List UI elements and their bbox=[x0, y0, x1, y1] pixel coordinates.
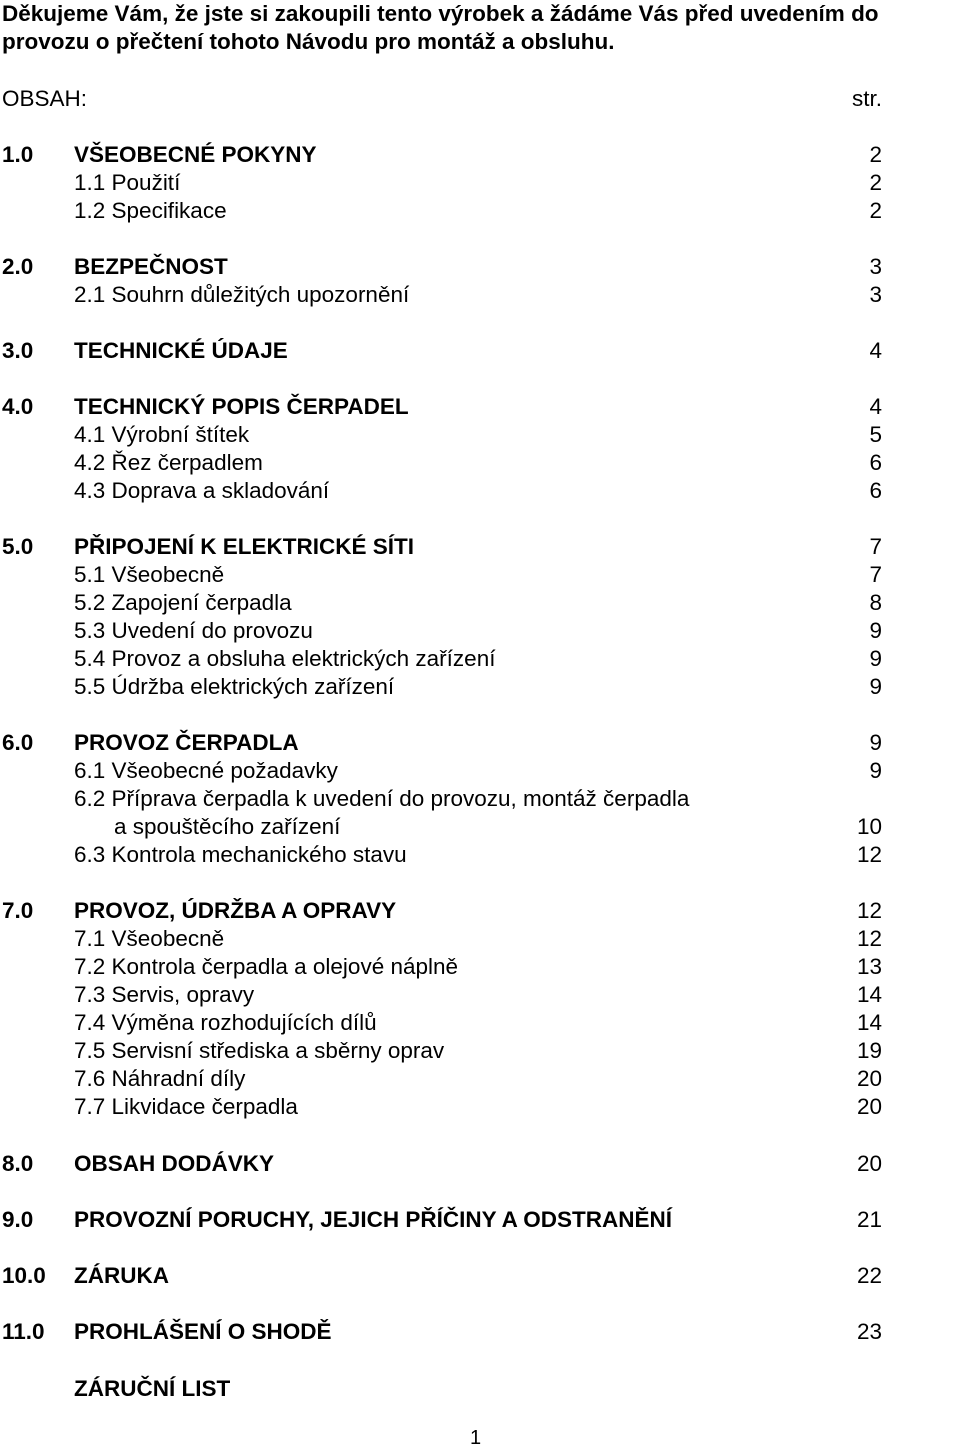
toc-page-number: 14 bbox=[856, 982, 882, 1007]
toc-section-row bbox=[0, 533, 882, 561]
toc-label: OBSAH: bbox=[2, 86, 88, 111]
toc-section-row bbox=[0, 1318, 882, 1346]
toc-entry-title: PROVOZNÍ PORUCHY, JEJICH PŘÍČINY A ODSTRANĚNÍ bbox=[74, 1207, 673, 1232]
toc-page-number: 9 bbox=[869, 618, 882, 643]
toc-entry-title: 4.3 Doprava a skladování bbox=[74, 478, 330, 503]
toc-section-row bbox=[0, 729, 882, 757]
toc-section-row bbox=[0, 337, 882, 365]
toc-page-number: 2 bbox=[869, 142, 882, 167]
toc-entry-title: a spouštěcího zařízení bbox=[114, 814, 341, 839]
toc-entry-title: 7.3 Servis, opravy bbox=[74, 982, 255, 1007]
toc-section-number: 2.0 bbox=[2, 254, 34, 279]
toc-section-number: 6.0 bbox=[2, 730, 34, 755]
toc-section-row bbox=[0, 141, 882, 169]
toc-page-number: 3 bbox=[869, 282, 882, 307]
toc-page-number: 9 bbox=[869, 646, 882, 671]
toc-section-number: 4.0 bbox=[2, 394, 34, 419]
toc-page-number: 20 bbox=[856, 1066, 882, 1091]
toc-subsection-row bbox=[0, 1009, 882, 1037]
toc-page-number: 7 bbox=[869, 562, 882, 587]
toc-entry-title: 7.6 Náhradní díly bbox=[74, 1066, 246, 1091]
toc-entry-title: 5.3 Uvedení do provozu bbox=[74, 618, 313, 643]
toc-entry-title: 6.3 Kontrola mechanického stavu bbox=[74, 842, 407, 867]
toc-subsection-row bbox=[0, 421, 882, 449]
intro-paragraph: Děkujeme Vám, že jste si zakoupili tento výrobek a žádáme Vás před uvedením do provozu o přečtení tohoto Návodu pro montáž a obsluhu. bbox=[2, 1, 879, 54]
toc-entry-title: 1.2 Specifikace bbox=[74, 198, 227, 223]
toc-subsection-row bbox=[0, 561, 882, 589]
toc-entry-title: OBSAH DODÁVKY bbox=[74, 1151, 275, 1176]
toc-subsection-row bbox=[0, 841, 882, 869]
toc-entry-title: 4.1 Výrobní štítek bbox=[74, 422, 250, 447]
toc-entry-title: 4.2 Řez čerpadlem bbox=[74, 450, 263, 475]
toc-entry-title: 5.4 Provoz a obsluha elektrických zařízení bbox=[74, 646, 496, 671]
toc-page-number: 3 bbox=[869, 254, 882, 279]
toc-entry-title: TECHNICKÉ ÚDAJE bbox=[74, 338, 288, 363]
toc-section-row bbox=[0, 1150, 882, 1178]
toc-page-number: 10 bbox=[856, 814, 882, 839]
toc-section-number: 5.0 bbox=[2, 534, 34, 559]
toc-entry-title: PROVOZ ČERPADLA bbox=[74, 730, 299, 755]
toc-subsection-row bbox=[0, 785, 882, 813]
toc-subsection-row bbox=[0, 1065, 882, 1093]
toc-page-number: 8 bbox=[869, 590, 882, 615]
toc-entry-title: 5.1 Všeobecně bbox=[74, 562, 225, 587]
toc-page-number: 12 bbox=[856, 898, 882, 923]
toc-entry-title: TECHNICKÝ POPIS ČERPADEL bbox=[74, 394, 409, 419]
toc-subsection-row bbox=[0, 1037, 882, 1065]
toc-page-number: 9 bbox=[869, 758, 882, 783]
toc-page-number: 22 bbox=[856, 1263, 882, 1288]
toc-entry-title: BEZPEČNOST bbox=[74, 254, 228, 279]
toc-header bbox=[2, 85, 882, 113]
toc-page-number: 9 bbox=[869, 674, 882, 699]
toc-section-row bbox=[0, 1206, 882, 1234]
toc-entry-title: 7.4 Výměna rozhodujících dílů bbox=[74, 1010, 377, 1035]
toc-page-number: 7 bbox=[869, 534, 882, 559]
toc-entry-title: 2.1 Souhrn důležitých upozornění bbox=[74, 282, 410, 307]
toc-page-number: 6 bbox=[869, 478, 882, 503]
toc-page-number: 23 bbox=[856, 1319, 882, 1344]
toc-subsection-row bbox=[0, 589, 882, 617]
toc-section-number: 3.0 bbox=[2, 338, 34, 363]
toc-section-number: 10.0 bbox=[2, 1263, 46, 1288]
toc-entry-title: PROHLÁŠENÍ O SHODĚ bbox=[74, 1319, 332, 1344]
toc-subsection-row bbox=[0, 645, 882, 673]
toc-page-number: 14 bbox=[856, 1010, 882, 1035]
toc-section-number: 1.0 bbox=[2, 142, 34, 167]
toc-page-number: 12 bbox=[856, 842, 882, 867]
toc-subsection-row bbox=[0, 925, 882, 953]
page-number: 1 bbox=[470, 1427, 482, 1449]
toc-page-number: 20 bbox=[856, 1094, 882, 1119]
toc-entry-title: ZÁRUKA bbox=[74, 1263, 169, 1288]
toc-entry-title: 6.1 Všeobecné požadavky bbox=[74, 758, 338, 783]
toc-subsection-row bbox=[0, 673, 882, 701]
toc-section-number: 7.0 bbox=[2, 898, 34, 923]
toc-page-number: 9 bbox=[869, 730, 882, 755]
toc-section-number: 8.0 bbox=[2, 1151, 34, 1176]
toc-page-number: 5 bbox=[869, 422, 882, 447]
toc-subsection-row bbox=[0, 813, 882, 841]
warranty-card-title: ZÁRUČNÍ LIST bbox=[74, 1376, 231, 1401]
toc-entry-title: PŘIPOJENÍ K ELEKTRICKÉ SÍTI bbox=[74, 534, 415, 559]
toc-section-row bbox=[0, 253, 882, 281]
toc-subsection-row bbox=[0, 617, 882, 645]
toc-page-column-label: str. bbox=[851, 86, 882, 111]
toc-page-number: 2 bbox=[869, 170, 882, 195]
toc-subsection-row bbox=[0, 757, 882, 785]
toc-subsection-row bbox=[0, 981, 882, 1009]
toc-subsection-row bbox=[0, 953, 882, 981]
toc-entry-title: 7.7 Likvidace čerpadla bbox=[74, 1094, 298, 1119]
toc-subsection-row bbox=[0, 1093, 882, 1121]
toc-page-number: 4 bbox=[869, 394, 882, 419]
toc-page-number: 13 bbox=[856, 954, 882, 979]
toc-subsection-row bbox=[0, 281, 882, 309]
toc-subsection-row bbox=[0, 449, 882, 477]
toc-entry-title: 6.2 Příprava čerpadla k uvedení do provozu, montáž čerpadla bbox=[74, 786, 690, 811]
toc-entry-title: 5.2 Zapojení čerpadla bbox=[74, 590, 292, 615]
toc-entry-title: 7.5 Servisní střediska a sběrny oprav bbox=[74, 1038, 445, 1063]
toc-page-number: 20 bbox=[856, 1151, 882, 1176]
toc-entry-title: 7.2 Kontrola čerpadla a olejové náplně bbox=[74, 954, 459, 979]
toc-entry-title: PROVOZ, ÚDRŽBA A OPRAVY bbox=[74, 898, 397, 923]
toc-section-row bbox=[0, 393, 882, 421]
toc-entry-title: 1.1 Použití bbox=[74, 170, 181, 195]
toc-page-number: 12 bbox=[856, 926, 882, 951]
toc-page-number: 21 bbox=[856, 1207, 882, 1232]
toc-section-number: 11.0 bbox=[2, 1319, 45, 1344]
toc-section-row bbox=[0, 897, 882, 925]
toc-entry-title: 7.1 Všeobecně bbox=[74, 926, 225, 951]
toc-section-number: 9.0 bbox=[2, 1207, 34, 1232]
toc-subsection-row bbox=[0, 197, 882, 225]
toc-section-row bbox=[0, 1262, 882, 1290]
toc-page-number: 19 bbox=[856, 1038, 882, 1063]
toc-entry-title: 5.5 Údržba elektrických zařízení bbox=[74, 674, 395, 699]
toc-page-number: 4 bbox=[869, 338, 882, 363]
toc-page-number: 2 bbox=[869, 198, 882, 223]
toc-subsection-row bbox=[0, 169, 882, 197]
toc-page-number: 6 bbox=[869, 450, 882, 475]
toc-subsection-row bbox=[0, 477, 882, 505]
toc-entry-title: VŠEOBECNÉ POKYNY bbox=[74, 142, 317, 167]
